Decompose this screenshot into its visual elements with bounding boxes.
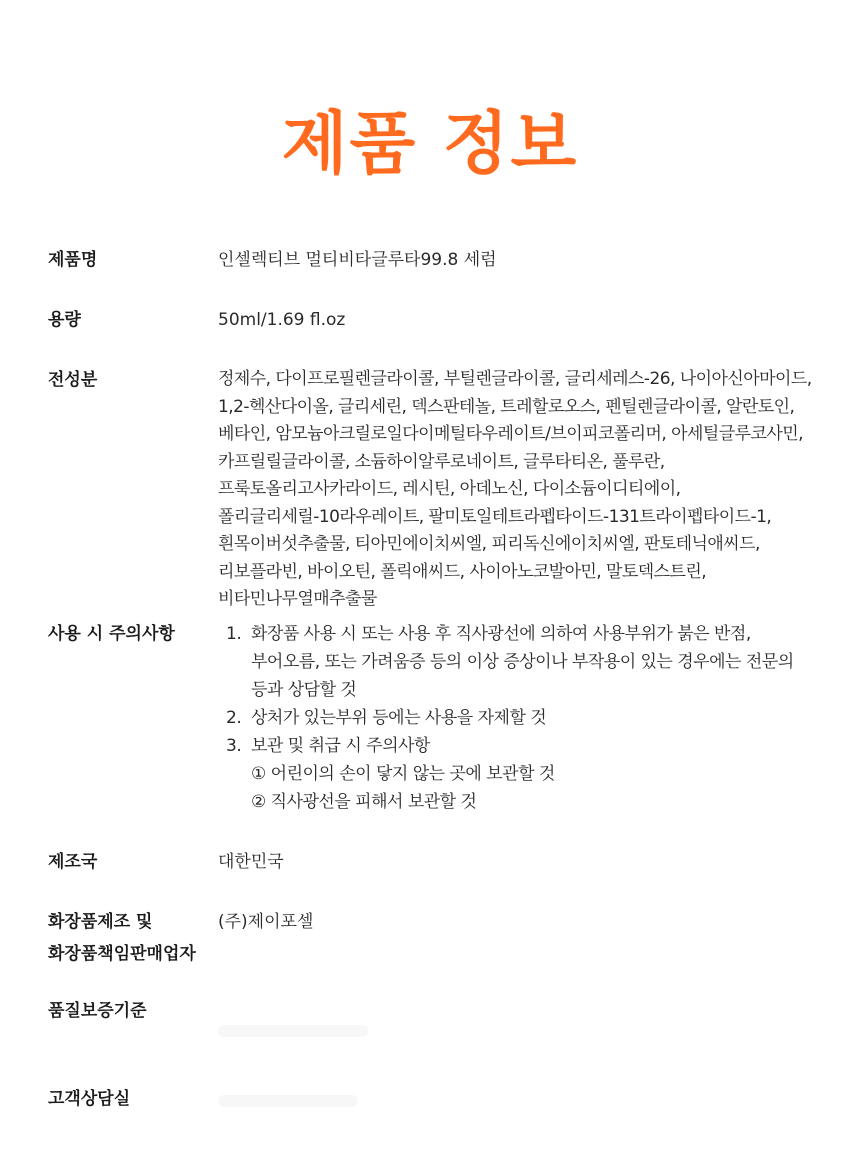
- customer-service-label: 고객상담실: [48, 1089, 131, 1109]
- ingredients-label: 전성분: [48, 370, 98, 390]
- customer-service-value: [218, 1085, 818, 1116]
- product-name-label: 제품명: [48, 250, 98, 270]
- precaution-item-number: 2.: [226, 708, 242, 728]
- precautions-value: [218, 620, 818, 816]
- precaution-item-3: [218, 732, 818, 760]
- manufacturer-value: (주)제이포셀: [218, 912, 314, 932]
- precaution-item-1: [218, 620, 818, 704]
- precaution-subitem-1: ① 어린이의 손이 닿지 않는 곳에 보관할 것: [251, 764, 555, 784]
- precaution-item-text: 보관 및 취급 시 주의사항: [251, 736, 430, 756]
- quality-standard-label: 품질보증기준: [48, 1001, 147, 1021]
- precaution-item-number: 1.: [226, 624, 242, 644]
- page-title: 제품 정보: [281, 105, 579, 184]
- precaution-item-text: 화장품 사용 시 또는 사용 후 직사광선에 의하여 사용부위가 붉은 반점, 부어오름, 또는 가려움증 등의 이상 증상이나 부작용이 있는 경우에는 전문의 등과 상담할 것: [251, 624, 794, 700]
- faded-text-placeholder: [218, 1095, 358, 1107]
- manufacturer-label-line-2: 화장품책임판매업자: [48, 944, 196, 964]
- manufacturer-label-line-1: 화장품제조 및: [48, 912, 153, 932]
- country-value: 대한민국: [218, 852, 284, 872]
- precautions-list: [218, 620, 818, 816]
- volume-value: 50ml/1.69 fl.oz: [218, 310, 346, 330]
- product-name-value: 인셀렉티브 멀티비타글루타99.8 세럼: [218, 250, 497, 270]
- precaution-item-2: [218, 704, 818, 732]
- ingredients-value: 정제수, 다이프로필렌글라이콜, 부틸렌글라이콜, 글리세레스-26, 나이아신아마이드, 1,2-헥산다이올, 글리세린, 덱스판테놀, 트레할로오스, 펜틸렌글라이콜, 알란토인, 베타인, 암모늄아크릴로일다이메틸타우레이트/브이피코폴리머, 아세틸글루코사민, 카프릴릴글라이콜, 소듐하이알루로네이트, 글루타티온, 풀루란, 프룩토올리고사카라이드, 레시틴, 아데노신, 다이소듐이디티에이, 폴리글리세릴-10라우레이트, 팔미토일테트라펩타이드-131트라이펩타이드-1, 흰목이버섯추출물, 티아민에이치씨엘, 피리독신에이치씨엘, 판토테닉애씨드, 리보플라빈, 바이오틴, 폴릭애씨드, 사이아노코발아민, 말토덱스트린, 비타민나무열매추출물: [218, 369, 812, 609]
- manufacturer-label: [48, 908, 213, 968]
- volume-label: 용량: [48, 310, 81, 330]
- precaution-item-number: 3.: [226, 736, 242, 756]
- precautions-label: 사용 시 주의사항: [48, 624, 175, 644]
- precaution-subitem-2: ② 직사광선을 피해서 보관할 것: [251, 792, 477, 812]
- country-label: 제조국: [48, 852, 98, 872]
- quality-standard-value: [218, 997, 818, 1046]
- faded-text-placeholder: [218, 1025, 368, 1037]
- precaution-item-text: 상처가 있는부위 등에는 사용을 자제할 것: [251, 708, 547, 728]
